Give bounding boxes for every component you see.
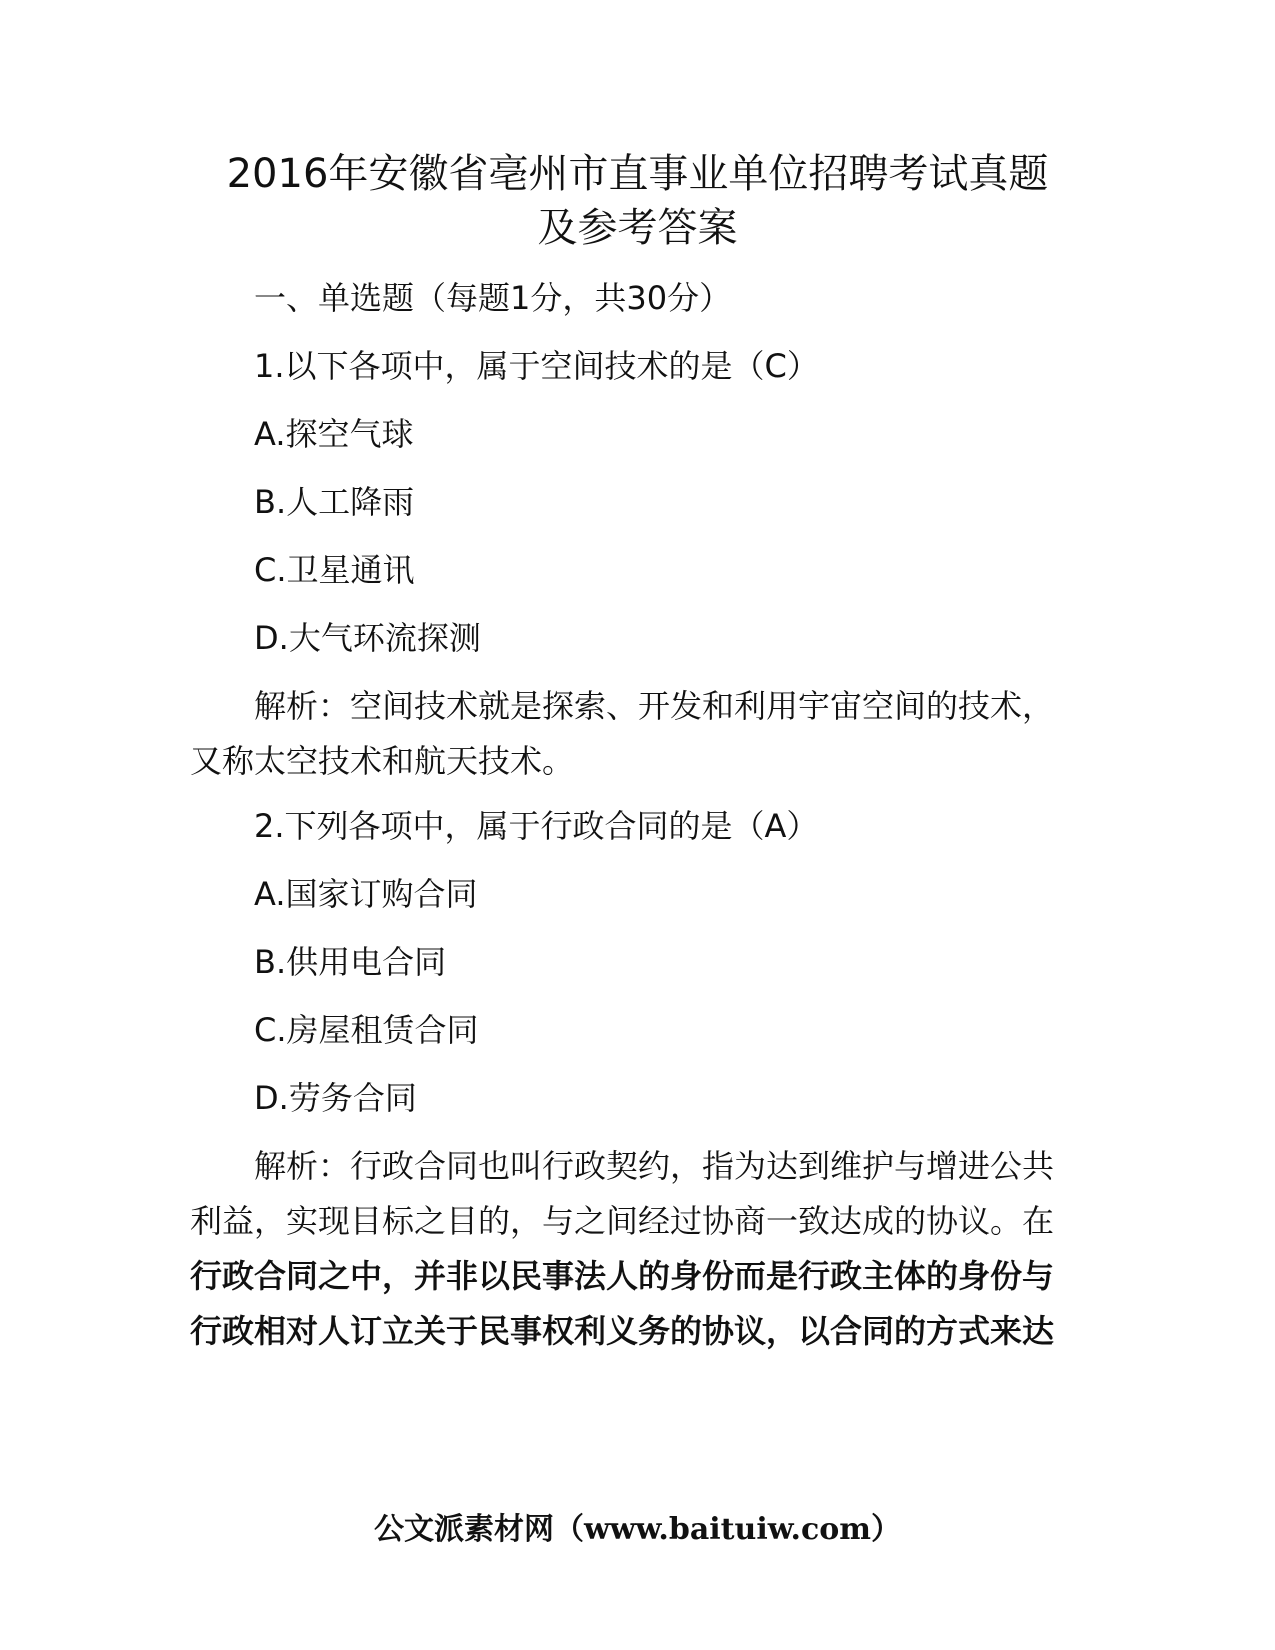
section-heading: 一、单选题（每题1分，共30分） [254, 279, 732, 317]
document-title-line-2: 及参考答案 [537, 205, 738, 251]
document-title-line-1: 2016年安徽省亳州市直事业单位招聘考试真题 [226, 151, 1049, 197]
question-2-analysis-cont-3: 行政相对人订立关于民事权利义务的协议，以合同的方式来达 [190, 1312, 1055, 1350]
question-1-analysis: 解析：空间技术就是探索、开发和利用宇宙空间的技术， [254, 687, 1055, 725]
question-2-option-a: A.国家订购合同 [254, 875, 478, 913]
question-1-option-c: C.卫星通讯 [254, 551, 415, 589]
question-1-analysis-cont: 又称太空技术和航天技术。 [190, 742, 575, 780]
question-1-option-d: D.大气环流探测 [254, 619, 481, 657]
question-2-option-c: C.房屋租赁合同 [254, 1011, 479, 1049]
page-footer: 公文派素材网（www.baituiw.com） [373, 1512, 902, 1547]
question-2-analysis-cont-2: 行政合同之中，并非以民事法人的身份而是行政主体的身份与 [190, 1257, 1055, 1295]
question-1-stem: 1.以下各项中，属于空间技术的是（C） [254, 347, 819, 385]
question-1-option-a: A.探空气球 [254, 415, 414, 453]
question-2-analysis-cont-1: 利益，实现目标之目的，与之间经过协商一致达成的协议。在 [190, 1202, 1055, 1240]
question-2-analysis: 解析：行政合同也叫行政契约，指为达到维护与增进公共 [254, 1147, 1055, 1185]
question-1-option-b: B.人工降雨 [254, 483, 415, 521]
question-2-option-b: B.供用电合同 [254, 943, 447, 981]
question-2-stem: 2.下列各项中，属于行政合同的是（A） [254, 807, 819, 845]
question-2-option-d: D.劳务合同 [254, 1079, 417, 1117]
